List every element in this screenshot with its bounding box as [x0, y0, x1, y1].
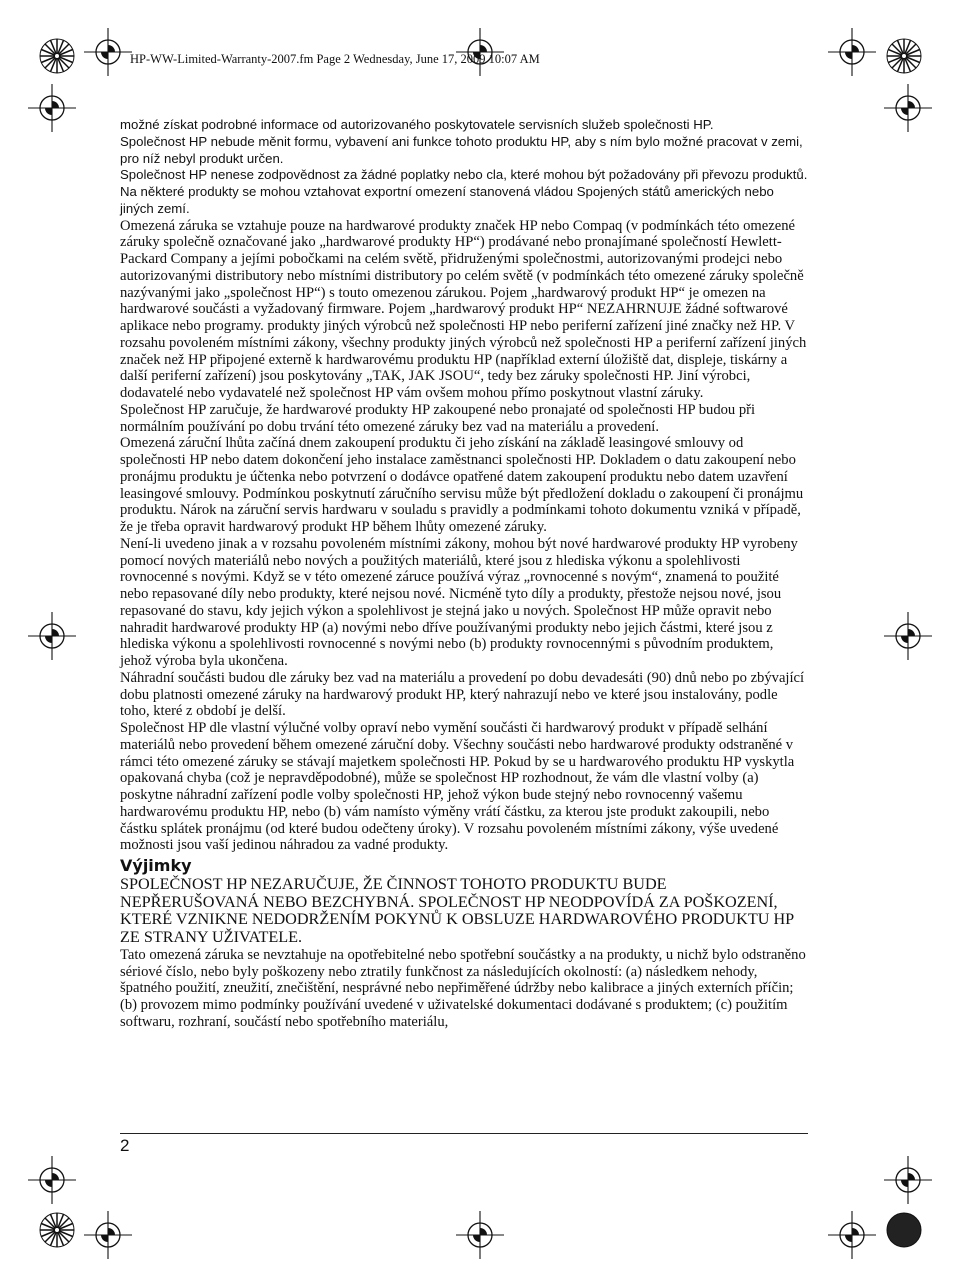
paragraph: Společnost HP nenese zodpovědnost za žádné poplatky nebo cla, které mohou být požadovány při převozu produktů. Na některé produkty se mohou vztahovat exportní omezení stanovená vládou Spojených států amerických nebo jiných zemí.	[120, 167, 808, 216]
crosshair-registration-icon	[456, 1211, 504, 1259]
crosshair-registration-icon	[28, 84, 76, 132]
footer-rule	[120, 1133, 808, 1134]
paragraph: Není-li uvedeno jinak a v rozsahu povoleném místními zákony, mohou být nové hardwarové produkty HP vyrobeny pomocí nových materiálů nebo nových a použitých materiálů, které jsou z hlediska výkonu a spolehlivosti rovnocenné s novými. Když se v této omezené záruce používá výraz „rovnocenné s novým“, znamená to použité nebo repasované díly nebo produkty, které nejsou nové. Nicméně tyto díly a produkty, přestože nejsou nové, jsou repasované do stavu, kdy jejich výkon a spolehlivost je stejná jako u nových. Společnost HP může opravit nebo nahradit hardwarové produkty HP (a) novými nebo dříve používanými produkty nebo jejich částmi, které jsou z hlediska výkonu a spolehlivosti rovnocenné s novými nebo (b) produkty rovnocennými s původním produktem, jehož výroba byla ukončena.	[120, 535, 798, 669]
paragraph: Společnost HP zaručuje, že hardwarové produkty HP zakoupené nebo pronajaté od společnosti HP budou při normálním používání po dobu trvání této omezené záruky bez vad na materiálu a provedení.	[120, 401, 756, 435]
page-number: 2	[120, 1136, 130, 1155]
paragraph: Omezená záruční lhůta začíná dnem zakoupení produktu či jeho získání na základě leasingové smlouvy od společnosti HP nebo datem dokončení jeho instalace zaměstnanci společnosti HP. Dokladem o datu zakoupení nebo pronájmu produktu je účtenka nebo potvrzení o dodávce opatřené datem zakoupení produktu nebo datem uzavření leasingové smlouvy. Podmínkou poskytnutí záručního servisu může být předložení dokladu o zakoupení či pronájmu produktu. Nárok na záruční servis hardwaru v souladu s pravidly a podmínkami tohoto dokumentu vzniká v případě, že je třeba opravit hardwarový produkt HP během lhůty omezené záruky.	[120, 435, 804, 535]
crosshair-registration-icon	[84, 1211, 132, 1259]
crosshair-registration-icon	[884, 84, 932, 132]
paragraph: Společnost HP dle vlastní výlučné volby opraví nebo vymění součásti či hardwarový produkt v případě selhání materiálů nebo provedení během omezené záruční doby. Všechny součásti nebo hardwarové produkty odstraněné v rámci této omezené záruky se stávají majetkem společnosti HP. Pokud by se u hardwarového produktu HP vyskytla opakovaná chyba (což je nepravděpodobné), může se společnost HP rozhodnout, že vám dle vlastní volby (a) poskytne náhradní zařízení podle volby společnosti HP, jehož výkon bude stejný nebo rovnocenný vašemu hardwarovému produktu HP, nebo (b) vám namísto výměny vrátí částku, za kterou jste produkt zakoupili, nebo částku splátek pronájmu (od které budou odečteny úroky). V rozsahu povoleném místními zákony, výše uvedené možnosti jsou vaší jedinou náhradou za vadné produkty.	[120, 720, 795, 854]
print-header: HP-WW-Limited-Warranty-2007.fm Page 2 Wednesday, June 17, 2009 10:07 AM	[130, 52, 540, 66]
crosshair-registration-icon	[28, 612, 76, 660]
starburst-registration-icon	[40, 1213, 74, 1247]
section-heading: Výjimky	[120, 856, 192, 875]
crosshair-registration-icon	[884, 1156, 932, 1204]
crosshair-registration-icon	[884, 612, 932, 660]
paragraph: možné získat podrobné informace od autorizovaného poskytovatele servisních služeb společnosti HP.	[120, 117, 714, 132]
solid-circle-registration-icon	[887, 1213, 921, 1247]
starburst-registration-icon	[40, 39, 74, 73]
crosshair-registration-icon	[828, 1211, 876, 1259]
crosshair-registration-icon	[828, 28, 876, 76]
paragraph: Náhradní součásti budou dle záruky bez vad na materiálu a provedení po dobu devadesáti (90) dnů nebo po zbývající dobu platnosti omezené záruky na hardwarový produkt HP, který nahrazují nebo ve které jsou instalovány, podle toho, které z období je delší.	[120, 669, 805, 720]
crosshair-registration-icon	[84, 28, 132, 76]
crosshair-registration-icon	[28, 1156, 76, 1204]
paragraph: Tato omezená záruka se nevztahuje na opotřebitelné nebo spotřební součástky a na produkty, u nichž bylo odstraněno sériové číslo, nebo byly poškozeny nebo ztratily funkčnost za následujících okolností: (a) následkem nehody, špatného použití, zneužití, znečištění, nesprávné nebo nepřiměřené údržby nebo kalibrace a jiných externích příčin; (b) provozem mimo podmínky používání uvedené v uživatelské dokumentaci dodávané s produktem; (c) použitím softwaru, rozhraní, součástí nebo spotřebního materiálu,	[120, 946, 806, 1030]
paragraph: Omezená záruka se vztahuje pouze na hardwarové produkty značek HP nebo Compaq (v podmínkách této omezené záruky společně označované jako „hardwarové produkty HP“) prodávané nebo pronajímané společností Hewlett-Packard Company a jejími pobočkami na celém světě, přidruženými společnostmi, autorizovanými prodejci nebo autorizovanými distributory nebo místními distributory po celém světě (v podmínkách této omezené záruky společně nazývanými jako „společnost HP“) s touto omezenou zárukou. Pojem „hardwarový produkt HP“ je omezen na hardwarové součásti a vyžadovaný firmware. Pojem „hardwarový produkt HP“ NEZAHRNUJE žádné softwarové aplikace nebo programy. produkty jiných výrobců než společnosti HP nebo periferní zařízení jiné značky než HP. V rozsahu povoleném místními zákony, všechny produkty jiných výrobců než společnosti HP a periferní zařízení jiných značek než HP připojené externě k hardwarovému produktu HP (například externí úložiště dat, displeje, tiskárny a další periferní zařízení) jsou poskytovány „TAK, JAK JSOU“, tedy bez záruky společnosti HP. Jiní výrobci, dodavatelé nebo vydavatelé než společnost HP vám ovšem mohou přímo poskytnout vlastní záruky.	[120, 217, 807, 401]
paragraph: Společnost HP nebude měnit formu, vybavení ani funkce tohoto produktu HP, aby s ním bylo možné pracovat v zemi, pro níž nebyl produkt určen.	[120, 133, 803, 166]
starburst-registration-icon	[887, 39, 921, 73]
document-body	[120, 117, 808, 1031]
disclaimer-caps: SPOLEČNOST HP NEZARUČUJE, ŽE ČINNOST TOHOTO PRODUKTU BUDE NEPŘERUŠOVANÁ NEBO BEZCHYBNÁ. SPOLEČNOST HP NEODPOVÍDÁ ZA POŠKOZENÍ, KTERÉ VZNIKNE NEDODRŽENÍM POKYNŮ K OBSLUZE HARDWAROVÉHO PRODUKTU HP ZE STRANY UŽIVATELE.	[120, 875, 794, 947]
